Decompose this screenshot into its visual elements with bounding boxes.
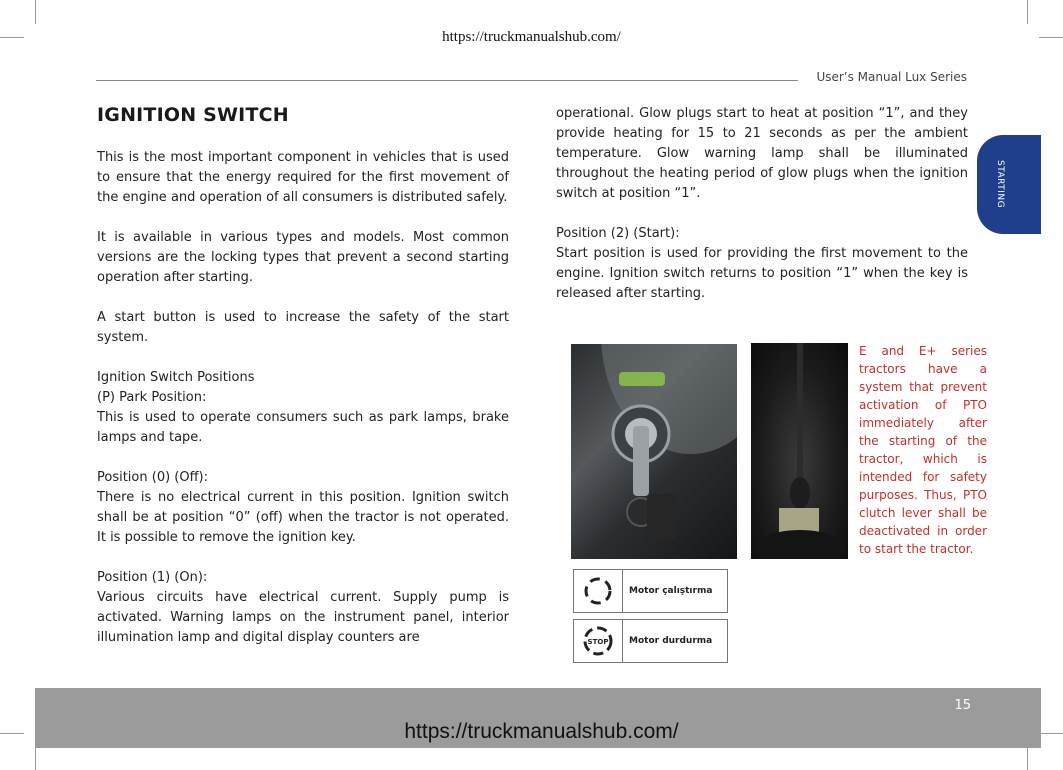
stop-icon-text: STOP xyxy=(587,638,609,646)
symbol-label: Motor çalıştırma xyxy=(629,586,713,596)
section-tab xyxy=(977,135,1041,234)
crop-mark xyxy=(1027,746,1028,770)
crop-mark xyxy=(1027,0,1028,24)
section-title: IGNITION SWITCH xyxy=(97,104,289,126)
motor-start-symbol xyxy=(573,569,728,613)
motor-stop-symbol xyxy=(573,619,728,663)
subheading: (P) Park Position: xyxy=(97,390,207,405)
symbol-label: Motor durdurma xyxy=(629,636,713,646)
subheading: Position (2) (Start): xyxy=(556,226,680,241)
header-rule xyxy=(96,80,798,81)
paragraph-text: Various circuits have electrical current. Supply pump is activated. Warning lamps on the instrument panel, interior illumination lamp and digital display counters are xyxy=(97,590,509,645)
paragraph xyxy=(97,568,509,648)
left-column xyxy=(97,104,509,668)
photo-caption: E and E+ series tractors have a system that prevent activation of PTO immediately after the starting of the tractor, which is intended for safety purposes. Thus, PTO clutch lever shall be deactivated in order to start the tractor. xyxy=(859,344,987,556)
paragraph: It is available in various types and models. Most common versions are the locking types that prevent a second starting operation after starting. xyxy=(97,230,509,285)
paragraph-text: Start position is used for providing the first movement to the engine. Ignition switch returns to position “1” when the key is released after starting. xyxy=(556,246,968,301)
pto-lever-photo xyxy=(751,343,848,559)
crop-mark xyxy=(35,0,36,24)
paragraph: A start button is used to increase the safety of the start system. xyxy=(97,310,509,345)
paragraph: This is the most important component in vehicles that is used to ensure that the energy required for the first movement of the engine and operation of all consumers is distributed safely. xyxy=(97,150,509,205)
footer-url[interactable]: https://truckmanualshub.com/ xyxy=(404,720,679,743)
paragraph: operational. Glow plugs start to heat at position “1”, and they provide heating for 15 to 21 seconds as per the ambient temperature. Glow warning lamp shall be illuminated throughout the heating period of glow plugs when the ignition switch at position “1”. xyxy=(556,106,968,201)
watermark-url[interactable]: https://truckmanualshub.com/ xyxy=(442,29,621,45)
paragraph-text: This is used to operate consumers such as park lamps, brake lamps and tape. xyxy=(97,410,509,445)
section-tab-label: STARTING xyxy=(995,160,1005,209)
paragraph xyxy=(556,224,968,304)
crop-mark xyxy=(35,746,36,770)
subheading: Position (1) (On): xyxy=(97,570,208,585)
ignition-switch-photo xyxy=(571,344,737,559)
motor-stop-icon xyxy=(574,620,623,662)
running-header: User’s Manual Lux Series xyxy=(816,70,967,84)
paragraph-text: There is no electrical current in this position. Ignition switch shall be at position “0” (off) when the tractor is not operated. It is possible to remove the ignition key. xyxy=(97,490,509,545)
paragraph xyxy=(97,468,509,548)
subheading: Position (0) (Off): xyxy=(97,470,209,485)
motor-start-icon xyxy=(574,570,623,612)
subheading: Ignition Switch Positions xyxy=(97,370,255,385)
paragraph xyxy=(97,368,509,448)
right-column xyxy=(556,104,968,324)
page-number: 15 xyxy=(954,698,971,713)
